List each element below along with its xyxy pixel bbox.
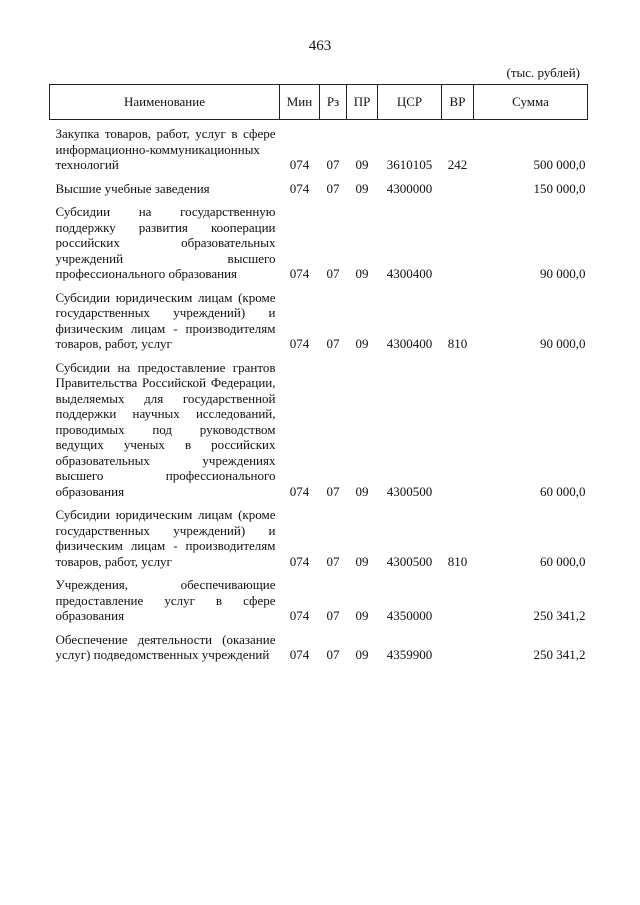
row-csr: 4300400 — [386, 266, 433, 281]
row-rz: 07 — [326, 608, 340, 623]
table-row — [50, 204, 588, 290]
row-sum: 60 000,0 — [540, 553, 586, 569]
table-header-row — [50, 85, 588, 120]
header-min: Мин — [280, 85, 320, 120]
row-vr — [442, 632, 474, 671]
row-rz: 07 — [326, 647, 340, 662]
table-row — [50, 360, 588, 508]
row-sum: 500 000,0 — [533, 157, 586, 172]
row-vr — [442, 360, 474, 508]
row-vr: 242 — [447, 157, 468, 172]
row-min: 074 — [289, 553, 310, 569]
row-rz: 07 — [326, 266, 340, 281]
row-sum: 90 000,0 — [540, 336, 586, 351]
row-csr: 3610105 — [386, 157, 433, 172]
row-min: 074 — [289, 266, 310, 281]
row-name: Учреждения, обеспечивающие предоставление услуг в сфере образования — [55, 577, 276, 623]
row-name: Субсидии на предоставление грантов Правительства Российской Федерации, выделяемых для государственной поддержки научных исследований, проводимых под руководством ведущих ученых в российских образовательных учреждениях высшего профессионального образования — [55, 359, 276, 499]
row-csr: 4300000 — [386, 180, 433, 196]
row-pr: 09 — [355, 553, 369, 569]
row-pr: 09 — [355, 336, 369, 351]
row-name: Закупка товаров, работ, услуг в сфере информационно-коммуникационных технологий — [55, 126, 276, 172]
units-label: (тыс. рублей) — [506, 65, 580, 80]
row-vr: 810 — [447, 336, 468, 351]
row-sum: 250 341,2 — [533, 608, 586, 623]
row-min: 074 — [289, 647, 310, 662]
row-name: Высшие учебные заведения — [55, 180, 210, 196]
row-min: 074 — [289, 608, 310, 623]
header-sum: Сумма — [474, 85, 588, 120]
row-name: Обеспечение деятельности (оказание услуг) подведомственных учреждений — [55, 631, 276, 662]
row-csr: 4359900 — [386, 647, 433, 662]
row-vr — [442, 577, 474, 632]
row-rz: 07 — [326, 336, 340, 351]
row-rz: 07 — [326, 553, 340, 569]
row-name: Субсидии на государственную поддержку развития кооперации российских образовательных учреждений высшего профессионального образования — [55, 204, 276, 281]
row-csr: 4350000 — [386, 608, 433, 623]
row-sum: 150 000,0 — [533, 180, 586, 196]
header-rz: Рз — [320, 85, 347, 120]
budget-table — [49, 84, 588, 671]
row-min: 074 — [289, 157, 310, 172]
row-vr — [442, 204, 474, 290]
row-rz: 07 — [326, 483, 340, 499]
table-row — [50, 577, 588, 632]
row-pr: 09 — [355, 180, 369, 196]
row-pr: 09 — [355, 483, 369, 499]
row-rz: 07 — [326, 180, 340, 196]
row-sum: 60 000,0 — [540, 483, 586, 499]
row-sum: 250 341,2 — [533, 647, 586, 662]
row-rz: 07 — [326, 157, 340, 172]
row-sum: 90 000,0 — [540, 266, 586, 281]
row-min: 074 — [289, 336, 310, 351]
row-vr: 810 — [447, 553, 468, 569]
row-pr: 09 — [355, 157, 369, 172]
header-vr: ВР — [442, 85, 474, 120]
row-pr: 09 — [355, 647, 369, 662]
row-csr: 4300500 — [386, 553, 433, 569]
row-min: 074 — [289, 180, 310, 196]
header-csr: ЦСР — [378, 85, 442, 120]
row-min: 074 — [289, 483, 310, 499]
table-row — [50, 120, 588, 181]
row-name: Субсидии юридическим лицам (кроме государственных учреждений) и физическим лицам - производителям товаров, работ, услуг — [55, 507, 276, 569]
row-csr: 4300400 — [386, 336, 433, 351]
table-row — [50, 290, 588, 360]
header-name: Наименование — [50, 85, 280, 120]
row-csr: 4300500 — [386, 483, 433, 499]
row-pr: 09 — [355, 266, 369, 281]
row-name: Субсидии юридическим лицам (кроме государственных учреждений) и физическим лицам - производителям товаров, работ, услуг — [55, 289, 276, 351]
page-number: 463 — [308, 38, 332, 54]
row-vr — [442, 181, 474, 205]
table-row — [50, 632, 588, 671]
table-row — [50, 181, 588, 205]
header-pr: ПР — [347, 85, 378, 120]
row-pr: 09 — [355, 608, 369, 623]
table-row — [50, 507, 588, 577]
